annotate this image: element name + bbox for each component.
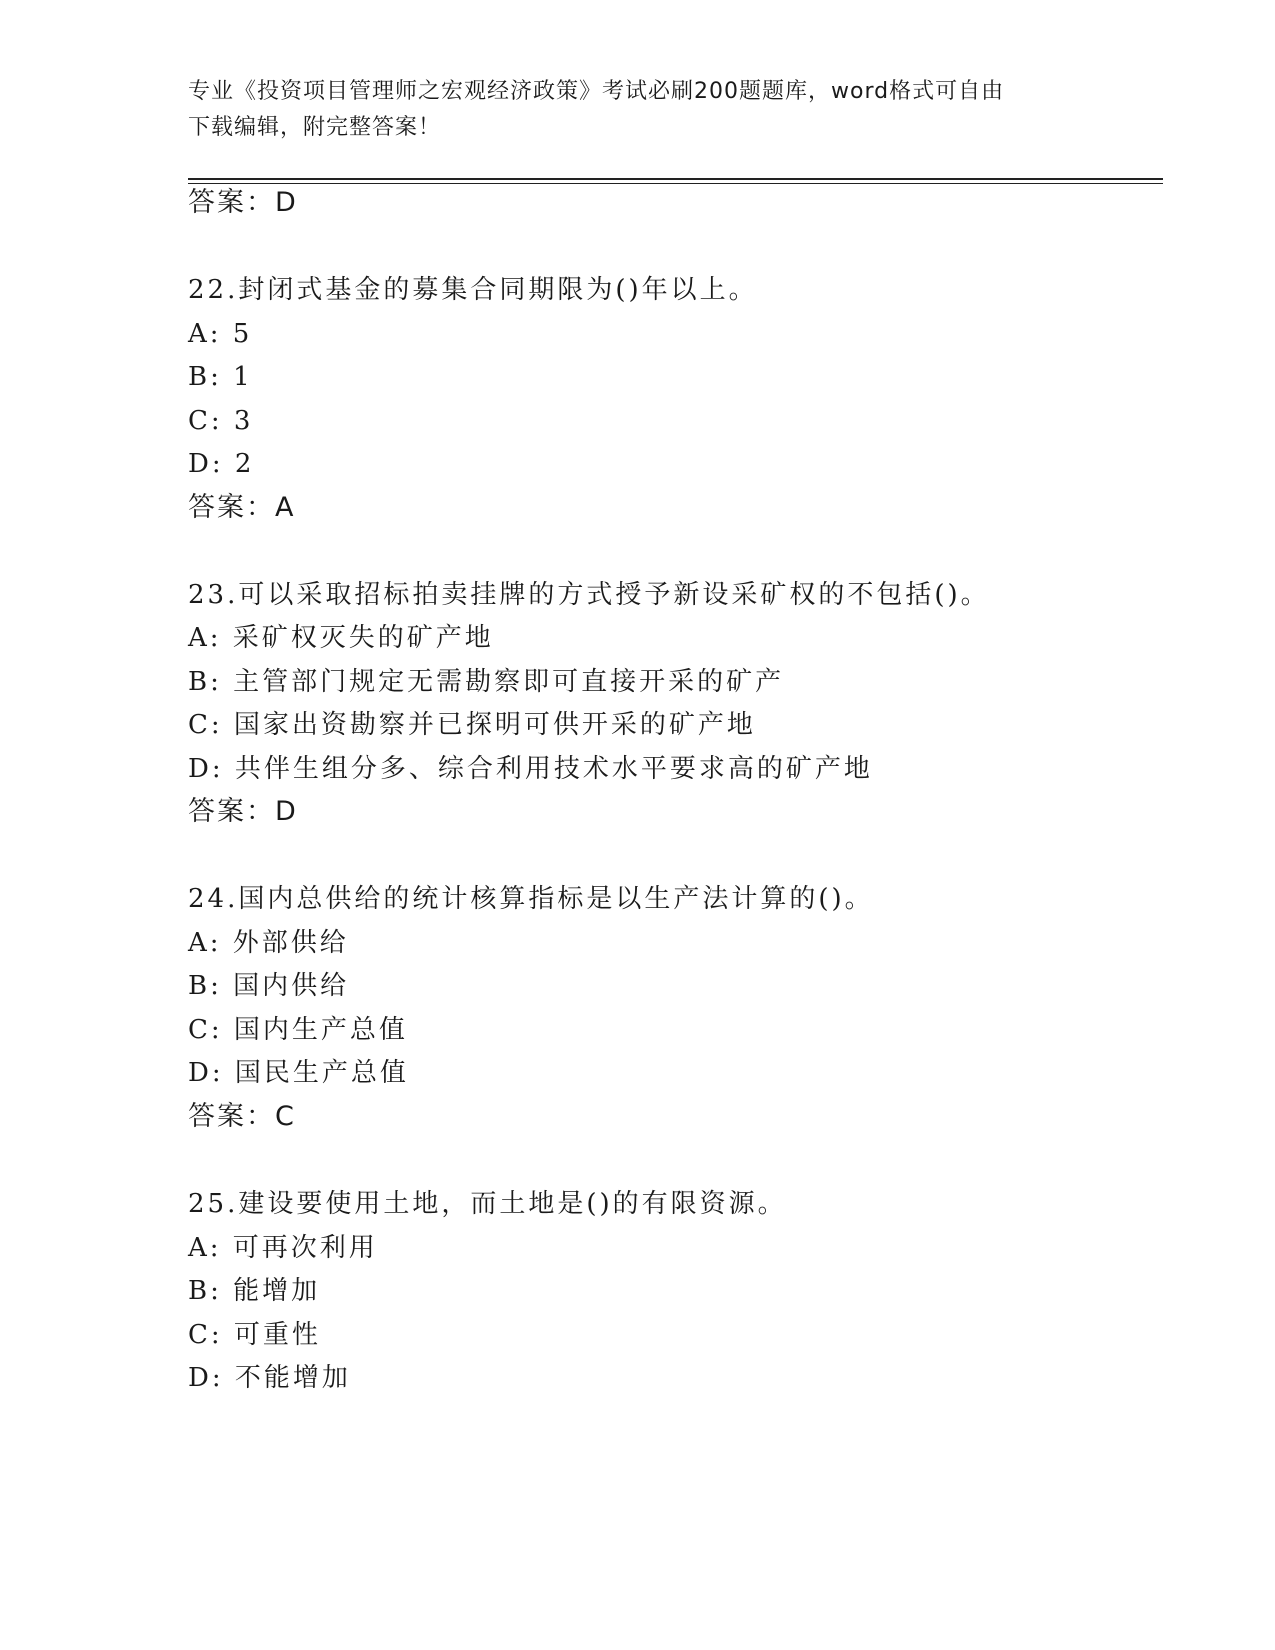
question-24-answer: 答案：C: [188, 1101, 296, 1132]
question-22-text: 22.封闭式基金的募集合同期限为()年以上。: [188, 275, 758, 305]
question-22-option-b: B: 1: [188, 362, 253, 392]
question-23-answer: 答案：D: [188, 796, 298, 827]
question-23-option-a: A: 采矿权灭失的矿产地: [188, 623, 494, 653]
question-25-option-b: B: 能增加: [188, 1276, 321, 1306]
question-24-text: 24.国内总供给的统计核算指标是以生产法计算的()。: [188, 884, 874, 914]
header-title-line-2: 下载编辑，附完整答案！: [188, 115, 442, 140]
question-24-option-b: B: 国内供给: [188, 971, 350, 1001]
question-25-option-d: D: 不能增加: [188, 1363, 351, 1393]
question-23-option-c: C: 国家出资勘察并已探明可供开采的矿产地: [188, 710, 756, 740]
question-25-text: 25.建设要使用土地，而土地是()的有限资源。: [188, 1189, 787, 1219]
question-22-answer: 答案：A: [188, 492, 296, 523]
document-header: [188, 74, 1088, 146]
previous-answer: 答案：D: [188, 187, 298, 218]
question-22-option-d: D: 2: [188, 449, 255, 479]
question-25-option-c: C: 可重性: [188, 1320, 321, 1350]
question-22-option-c: C: 3: [188, 406, 254, 436]
question-23-option-d: D: 共伴生组分多、综合利用技术水平要求高的矿产地: [188, 754, 873, 784]
header-divider-thick: [188, 178, 1163, 180]
question-25-option-a: A: 可再次利用: [188, 1233, 378, 1263]
header-divider-thin: [188, 183, 1163, 184]
question-24-option-d: D: 国民生产总值: [188, 1058, 409, 1088]
question-24-option-c: C: 国内生产总值: [188, 1015, 408, 1045]
question-23-text: 23.可以采取招标拍卖挂牌的方式授予新设采矿权的不包括()。: [188, 580, 990, 610]
question-22-option-a: A: 5: [188, 319, 253, 349]
header-title-line-1: 专业《投资项目管理师之宏观经济政策》考试必刷200题题库，word格式可自由: [188, 79, 1005, 104]
question-24-option-a: A: 外部供给: [188, 928, 349, 958]
question-23-option-b: B: 主管部门规定无需勘察即可直接开采的矿产: [188, 667, 785, 697]
